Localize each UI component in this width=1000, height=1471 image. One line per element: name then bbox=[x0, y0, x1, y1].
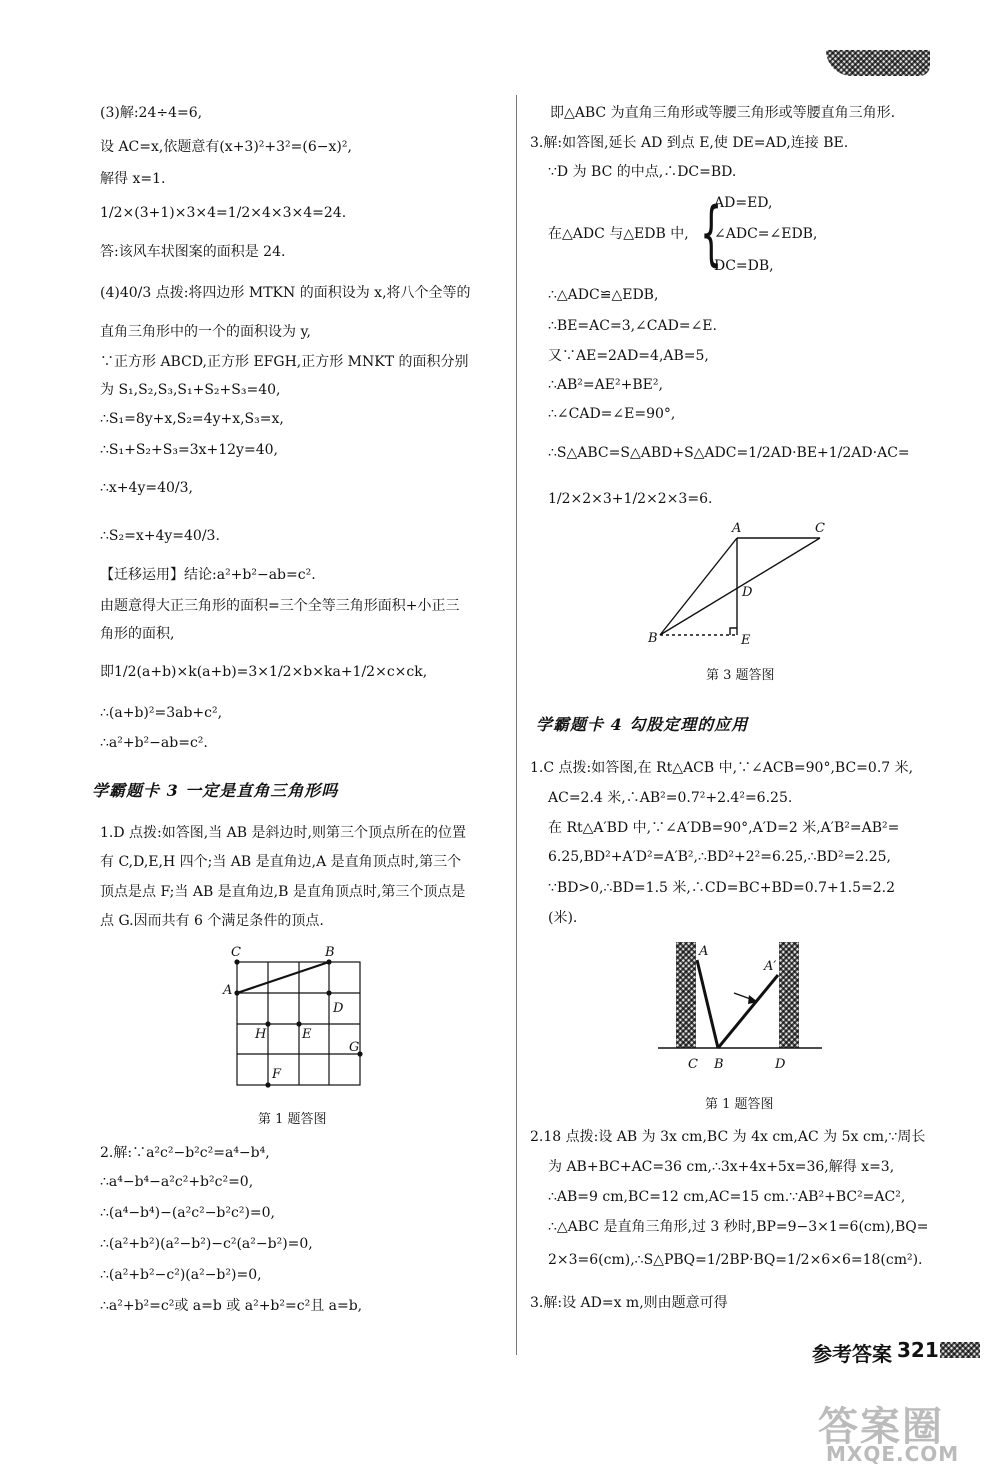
text-line: 1/2×2×3+1/2×2×3=6. bbox=[548, 491, 713, 507]
text-line: 角形的面积, bbox=[100, 626, 175, 642]
watermark-url: MXQE.COM bbox=[826, 1442, 960, 1466]
point-label: B bbox=[648, 631, 658, 646]
text-line: 1/2×(3+1)×3×4=1/2×4×3×4=24. bbox=[100, 205, 347, 221]
text-line: ∴S₁+S₂+S₃=3x+12y=40, bbox=[100, 442, 278, 458]
text-line: 在△ADC 与△EDB 中, bbox=[548, 226, 689, 242]
grid-figure bbox=[215, 940, 375, 1100]
point-label: H bbox=[255, 1027, 267, 1042]
point-label: E bbox=[302, 1027, 312, 1042]
text-line: 1.D 点拨:如答图,当 AB 是斜边时,则第三个顶点所在的位置 bbox=[100, 825, 466, 841]
text-line: ∴(a⁴−b⁴)−(a²c²−b²c²)=0, bbox=[100, 1205, 276, 1221]
point-label: B bbox=[325, 945, 335, 960]
text-line: ∴S₂=x+4y=40/3. bbox=[100, 528, 220, 544]
text-line: ∴x+4y=40/3, bbox=[100, 480, 193, 496]
figure-caption: 第 3 题答图 bbox=[706, 668, 775, 683]
text-line: AD=ED, bbox=[714, 195, 773, 211]
point-label: G bbox=[349, 1040, 360, 1055]
point-label: C bbox=[688, 1057, 698, 1072]
text-line: ∴(a²+b²)(a²−b²)−c²(a²−b²)=0, bbox=[100, 1236, 313, 1252]
text-line: ∴∠CAD=∠E=90°, bbox=[548, 406, 676, 422]
text-line: ∴△ADC≌△EDB, bbox=[548, 287, 659, 303]
section-title: 学霸题卡 4 勾股定理的应用 bbox=[536, 715, 749, 734]
text-line: 1.C 点拨:如答图,在 Rt△ACB 中,∵∠ACB=90°,BC=0.7 米, bbox=[530, 760, 914, 776]
text-line: 即1/2(a+b)×k(a+b)=3×1/2×b×ka+1/2×c×ck, bbox=[100, 664, 428, 680]
text-line: 为 S₁,S₂,S₃,S₁+S₂+S₃=40, bbox=[100, 382, 281, 398]
text-line: (米). bbox=[548, 910, 578, 926]
text-line: 即△ABC 为直角三角形或等腰三角形或等腰直角三角形. bbox=[550, 105, 896, 121]
text-line: ∴BE=AC=3,∠CAD=∠E. bbox=[548, 318, 717, 334]
text-line: 点 G.因而共有 6 个满足条件的顶点. bbox=[100, 913, 324, 929]
point-label: D bbox=[742, 585, 753, 600]
text-line: 2×3=6(cm),∴S△PBQ=1/2BP·BQ=1/2×6×6=18(cm²). bbox=[548, 1252, 923, 1268]
triangle-figure bbox=[640, 518, 840, 658]
text-line: ∵正方形 ABCD,正方形 EFGH,正方形 MNKT 的面积分别 bbox=[100, 354, 469, 370]
text-line: ∴△ABC 是直角三角形,过 3 秒时,BP=9−3×1=6(cm),BQ= bbox=[548, 1219, 929, 1235]
text-line: ∵D 为 BC 的中点,∴DC=BD. bbox=[548, 164, 737, 180]
text-line: 解得 x=1. bbox=[100, 171, 166, 187]
footer-label: 参考答案 bbox=[812, 1342, 892, 1366]
text-line: 2.18 点拨:设 AB 为 3x cm,BC 为 4x cm,AC 为 5x cm,∵周长 bbox=[530, 1129, 926, 1145]
point-label: B bbox=[714, 1057, 724, 1072]
text-line: 设 AC=x,依题意有(x+3)²+3²=(6−x)², bbox=[100, 139, 352, 155]
point-label: D bbox=[333, 1001, 344, 1016]
text-line: 3.解:设 AD=x m,则由题意可得 bbox=[530, 1295, 728, 1311]
footer-decoration bbox=[940, 1342, 980, 1358]
section-title: 学霸题卡 3 一定是直角三角形吗 bbox=[92, 781, 339, 800]
point-label: C bbox=[815, 521, 825, 536]
ladder-figure bbox=[650, 935, 830, 1075]
text-line: (4)40/3 点拨:将四边形 MTKN 的面积设为 x,将八个全等的 bbox=[100, 285, 471, 301]
column-divider bbox=[516, 95, 517, 1355]
point-label: A bbox=[732, 521, 742, 536]
brace: { bbox=[700, 192, 723, 274]
text-line: 6.25,BD²+A′D²=A′B²,∴BD²+2²=6.25,∴BD²=2.25, bbox=[548, 849, 891, 865]
text-line: ∴AB²=AE²+BE², bbox=[548, 377, 663, 393]
text-line: 为 AB+BC+AC=36 cm,∴3x+4x+5x=36,解得 x=3, bbox=[548, 1159, 895, 1175]
text-line: 又∵AE=2AD=4,AB=5, bbox=[548, 348, 709, 364]
point-label: C bbox=[231, 945, 241, 960]
text-line: ∴S₁=8y+x,S₂=4y+x,S₃=x, bbox=[100, 411, 284, 427]
point-label: A bbox=[223, 983, 233, 998]
watermark-logo: 答案圈 bbox=[818, 1404, 944, 1450]
point-label: A′ bbox=[764, 959, 777, 974]
text-line: ∴a⁴−b⁴−a²c²+b²c²=0, bbox=[100, 1174, 254, 1190]
text-line: 由题意得大正三角形的面积=三个全等三角形面积+小正三 bbox=[100, 598, 460, 614]
text-line: ∴(a+b)²=3ab+c², bbox=[100, 705, 223, 721]
point-label: F bbox=[272, 1067, 282, 1082]
text-line: ∴a²+b²−ab=c². bbox=[100, 735, 208, 751]
text-line: ∵BD>0,∴BD=1.5 米,∴CD=BC+BD=0.7+1.5=2.2 bbox=[548, 880, 895, 896]
text-line: ∴S△ABC=S△ABD+S△ADC=1/2AD·BE+1/2AD·AC= bbox=[548, 445, 910, 461]
text-line: 答:该风车状图案的面积是 24. bbox=[100, 244, 286, 260]
text-line: 在 Rt△A′BD 中,∵∠A′DB=90°,A′D=2 米,A′B²=AB²= bbox=[548, 820, 900, 836]
text-line: ∠ADC=∠EDB, bbox=[714, 226, 818, 242]
text-line: 顶点是点 F;当 AB 是直角边,B 是直角顶点时,第三个顶点是 bbox=[100, 884, 466, 900]
text-line: ∴(a²+b²−c²)(a²−b²)=0, bbox=[100, 1267, 262, 1283]
point-label: D bbox=[775, 1057, 786, 1072]
point-label: E bbox=[741, 633, 751, 648]
text-line: 直角三角形中的一个的面积设为 y, bbox=[100, 324, 311, 340]
text-line: ∴a²+b²=c²或 a=b 或 a²+b²=c²且 a=b, bbox=[100, 1298, 363, 1314]
text-line: AC=2.4 米,∴AB²=0.7²+2.4²=6.25. bbox=[548, 790, 793, 806]
text-line: ∴AB=9 cm,BC=12 cm,AC=15 cm.∵AB²+BC²=AC², bbox=[548, 1189, 906, 1205]
text-line: 【迁移运用】结论:a²+b²−ab=c². bbox=[100, 567, 316, 583]
text-line: 2.解:∵a²c²−b²c²=a⁴−b⁴, bbox=[100, 1145, 270, 1161]
point-label: A bbox=[699, 944, 709, 959]
text-line: 有 C,D,E,H 四个;当 AB 是直角边,A 是直角顶点时,第三个 bbox=[100, 854, 462, 870]
header-decoration bbox=[826, 50, 930, 76]
figure-caption: 第 1 题答图 bbox=[258, 1112, 327, 1127]
figure-caption: 第 1 题答图 bbox=[705, 1097, 774, 1112]
text-line: (3)解:24÷4=6, bbox=[100, 105, 203, 121]
page-number: 321 bbox=[897, 1338, 939, 1362]
text-line: DC=DB, bbox=[714, 258, 774, 274]
text-line: 3.解:如答图,延长 AD 到点 E,使 DE=AD,连接 BE. bbox=[530, 135, 849, 151]
